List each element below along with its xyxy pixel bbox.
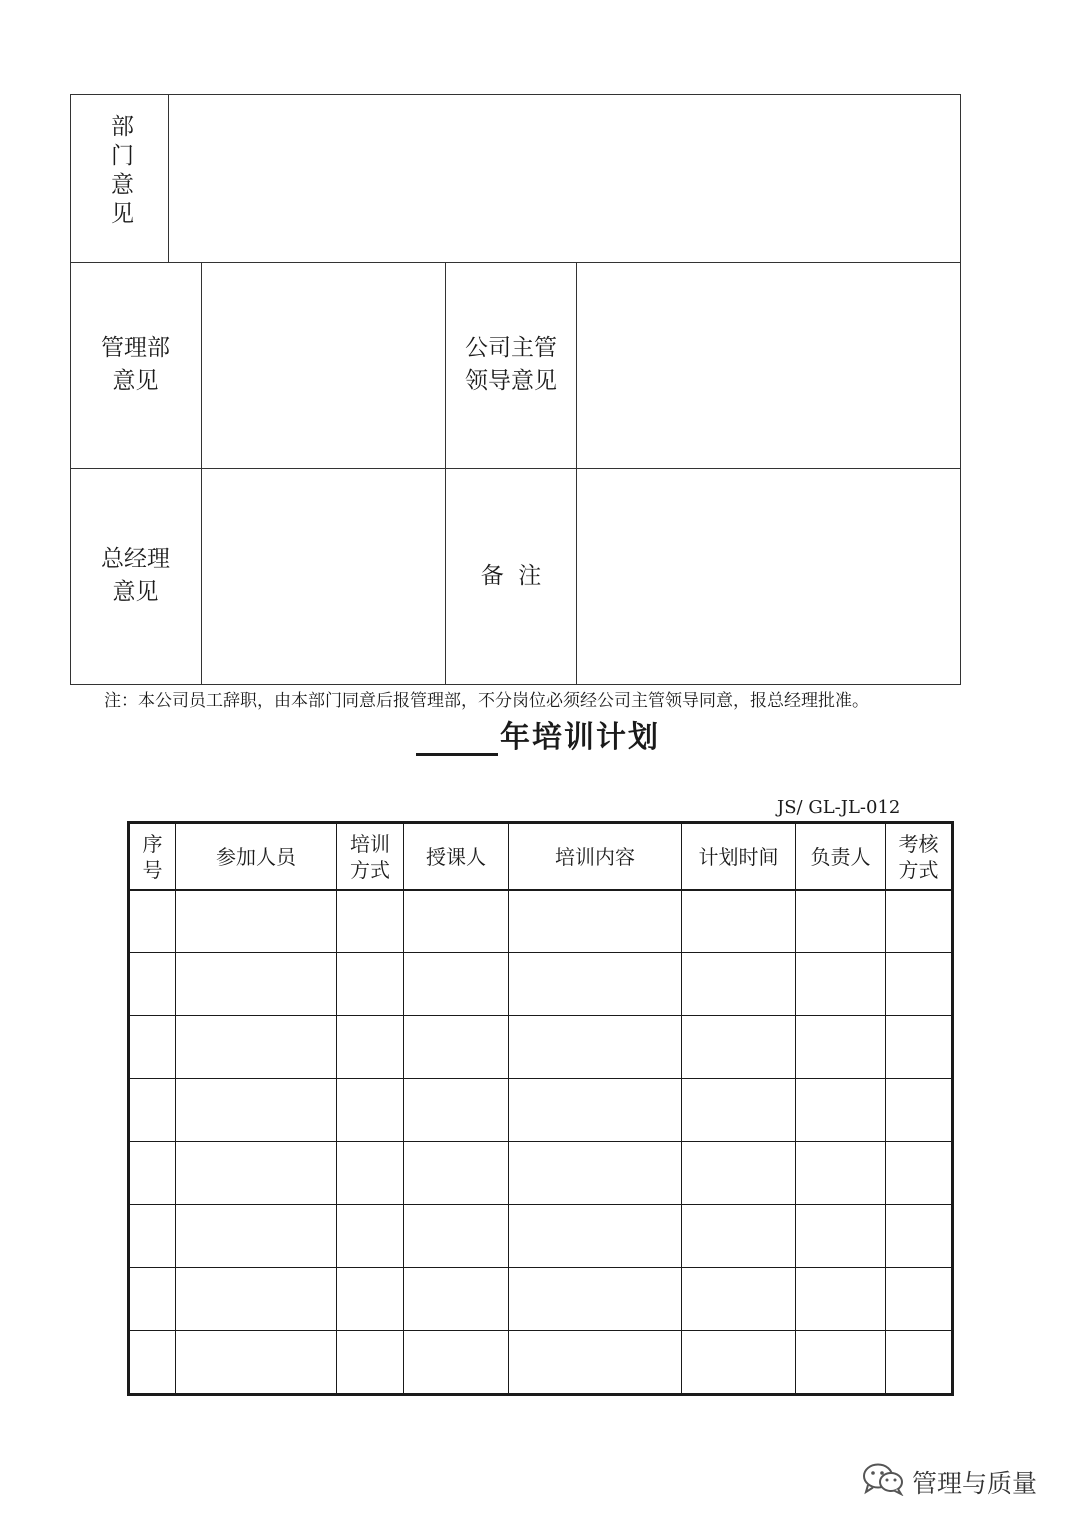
company-leader-opinion-label	[446, 332, 576, 398]
gm-opinion-label	[70, 543, 201, 609]
remarks-field[interactable]	[577, 469, 960, 684]
mgmt-dept-opinion-line1: 管理部	[101, 335, 170, 361]
doc-code: JS/ GL-JL-012	[777, 797, 901, 818]
header-training-method	[337, 824, 403, 889]
header-assessment-method-line1: 考核	[898, 831, 939, 856]
header-planned-time	[682, 824, 795, 889]
header-training-content	[509, 824, 681, 889]
header-serial-no-line1: 序	[142, 831, 163, 856]
header-participants-text: 参加人员	[216, 844, 296, 869]
header-person-in-charge	[796, 824, 885, 889]
company-leader-opinion-field[interactable]	[577, 263, 960, 468]
header-assessment-method-line2: 方式	[898, 857, 939, 882]
table-row[interactable]	[130, 891, 951, 952]
header-assessment-method	[886, 824, 951, 889]
mgmt-dept-opinion-line2: 意见	[112, 368, 159, 394]
table-row[interactable]	[130, 1268, 951, 1330]
header-training-method-line2: 方式	[350, 857, 390, 882]
header-participants	[176, 824, 336, 889]
header-training-content-text: 培训内容	[555, 844, 635, 869]
dept-opinion-label: 部门意见	[107, 114, 133, 230]
gm-opinion-field[interactable]	[202, 469, 445, 684]
year-blank[interactable]	[416, 725, 498, 756]
remarks-label: 备 注	[480, 563, 542, 589]
mgmt-dept-opinion-label	[70, 332, 201, 398]
training-plan-title-text: 年培训计划	[500, 720, 660, 755]
training-plan-title	[416, 712, 660, 756]
table-row[interactable]	[130, 1016, 951, 1078]
table-row[interactable]	[130, 1331, 951, 1393]
wechat-icon	[862, 1462, 906, 1496]
table-row[interactable]	[130, 1079, 951, 1141]
resignation-note: 注：本公司员工辞职，由本部门同意后报管理部，不分岗位必须经公司主管领导同意，报总经理批准。	[104, 691, 869, 711]
company-leader-opinion-line1: 公司主管	[465, 335, 557, 361]
company-leader-opinion-line2: 领导意见	[465, 368, 557, 394]
gm-opinion-line1: 总经理	[101, 546, 170, 572]
mgmt-dept-opinion-field[interactable]	[202, 263, 445, 468]
header-training-method-line1: 培训	[350, 831, 390, 856]
header-instructor-text: 授课人	[426, 844, 486, 869]
gm-opinion-line2: 意见	[112, 579, 159, 605]
table-row[interactable]	[130, 953, 951, 1015]
header-person-in-charge-text: 负责人	[810, 844, 871, 869]
header-planned-time-text: 计划时间	[698, 844, 779, 869]
footer-brand: 管理与质量	[912, 1469, 1038, 1498]
header-serial-no	[130, 824, 175, 889]
header-serial-no-line2: 号	[142, 857, 163, 882]
table-row[interactable]	[130, 1142, 951, 1204]
table-row[interactable]	[130, 1205, 951, 1267]
header-instructor	[404, 824, 508, 889]
